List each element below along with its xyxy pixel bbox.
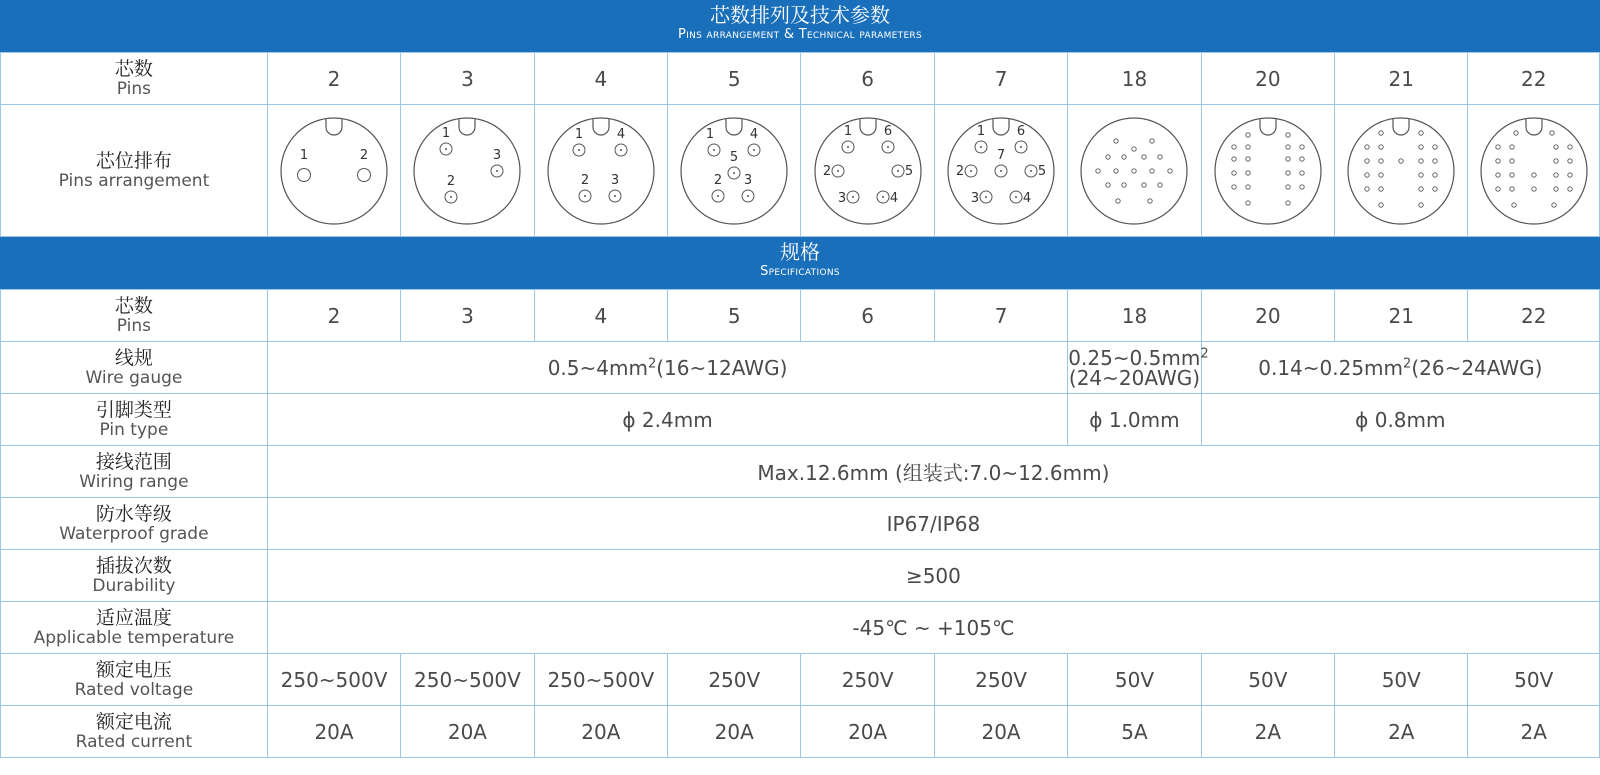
connector-face-4-icon [545,115,657,227]
pin-diagram-5 [668,105,801,237]
rated-current-row [1,706,1600,758]
current-cell: 20A [801,706,934,758]
pin-type-group-1: ϕ 2.4mm [267,394,1067,446]
voltage-cell: 250~500V [267,654,400,706]
pin-diagram-2 [267,105,400,237]
pin-label: 2 [822,163,831,179]
row-label: 防水等级 Waterproof grade [1,498,268,550]
pins-arrangement-table [0,52,1600,237]
voltage-cell: 50V [1201,654,1334,706]
pin-count-cell: 6 [801,53,934,105]
pin-label: 2 [580,172,589,188]
voltage-cell: 50V [1068,654,1201,706]
current-cell: 2A [1335,706,1468,758]
row-label: 接线范围 Wiring range [1,446,268,498]
durability-row [1,550,1600,602]
connector-face-21-icon [1345,115,1457,227]
wire-gauge-row [1,342,1600,394]
pin-count-cell: 18 [1068,53,1201,105]
pin-count-cell: 22 [1468,290,1600,342]
pin-count-cell: 7 [934,290,1067,342]
voltage-cell: 250V [801,654,934,706]
connector-face-5-icon [678,115,790,227]
spec-pins-row [1,290,1600,342]
pin-count-cell: 22 [1468,53,1600,105]
pin-label: 2 [359,147,369,163]
pin-diagram-18 [1068,105,1201,237]
pin-diagram-3 [401,105,534,237]
pin-label: 3 [493,147,502,163]
pin-diagram-4 [534,105,667,237]
rated-voltage-row [1,654,1600,706]
current-cell: 5A [1068,706,1201,758]
connector-face-20-icon [1212,115,1324,227]
pin-count-cell: 4 [534,53,667,105]
pin-label: 1 [843,123,852,139]
pin-label: 3 [610,172,619,188]
current-cell: 20A [534,706,667,758]
connector-face-6-icon [812,115,924,227]
pin-label: 1 [976,123,986,139]
row-label: 线规 Wire gauge [1,342,268,394]
row-label: 芯位排布 Pins arrangement [1,105,268,237]
voltage-cell: 250~500V [401,654,534,706]
waterproof-row [1,498,1600,550]
pin-label: 3 [970,190,980,206]
pin-label: 2 [955,163,965,179]
current-cell: 2A [1201,706,1334,758]
row-label: 引脚类型 Pin type [1,394,268,446]
pin-label: 3 [744,172,753,188]
pin-label: 4 [616,126,625,142]
pin-diagram-21 [1335,105,1468,237]
pin-label: 2 [714,172,723,188]
current-cell: 20A [267,706,400,758]
pin-label: 1 [574,126,583,142]
pin-count-cell: 2 [267,53,400,105]
pin-label: 7 [996,147,1006,163]
row-label: 额定电流 Rated current [1,706,268,758]
wire-gauge-group-2: $0.25\sim 0.5mm^2$ (24~20AWG) [1068,342,1201,394]
voltage-cell: 250~500V [534,654,667,706]
temperature-row [1,602,1600,654]
pin-count-cell: 21 [1335,290,1468,342]
pin-count-cell: 7 [934,53,1067,105]
wire-gauge-group-3: $0.14\sim 0.25mm^2(26\sim 24AWG)$ [1201,342,1599,394]
pin-count-cell: 3 [401,53,534,105]
current-cell: 20A [401,706,534,758]
pin-count-cell: 18 [1068,290,1201,342]
pin-type-row [1,394,1600,446]
connector-face-2-icon [278,115,390,227]
pin-type-group-2: ϕ 1.0mm [1068,394,1201,446]
pin-type-group-3: ϕ 0.8mm [1201,394,1599,446]
pin-label: 4 [750,126,759,142]
temperature-value: -45℃ ~ +105℃ [267,602,1599,654]
wiring-range-row [1,446,1600,498]
voltage-cell: 250V [668,654,801,706]
pin-label: 3 [837,190,846,206]
connector-face-3-icon [411,115,523,227]
pin-count-cell: 5 [668,53,801,105]
pin-diagram-22 [1468,105,1600,237]
current-cell: 20A [668,706,801,758]
connector-face-7-icon [945,115,1057,227]
pin-label: 6 [1016,123,1026,139]
specifications-table [0,289,1600,758]
voltage-cell: 50V [1335,654,1468,706]
voltage-cell: 250V [934,654,1067,706]
pin-count-cell: 4 [534,290,667,342]
header-title-cn: 芯数排列及技术参数 [710,3,890,27]
row-label: 插拔次数 Durability [1,550,268,602]
wiring-range-value: Max.12.6mm (组装式:7.0~12.6mm) [267,446,1599,498]
pin-label: 1 [706,126,715,142]
arrangement-row [1,105,1600,237]
voltage-cell: 50V [1468,654,1600,706]
connector-face-22-icon [1478,115,1590,227]
connector-face-18-icon [1078,115,1190,227]
pin-count-cell: 2 [267,290,400,342]
pin-count-cell: 21 [1335,53,1468,105]
pin-diagram-20 [1201,105,1334,237]
wire-gauge-group-1: $0.5\sim 4mm^2(16\sim 12AWG)$ [267,342,1067,394]
spec-title-en: Specifications [760,264,840,279]
spec-title-cn: 规格 [780,240,820,264]
pin-label: 4 [889,190,898,206]
header-band [0,0,1600,52]
pin-diagram-6 [801,105,934,237]
row-label: 芯数 Pins [1,53,268,105]
pin-count-cell: 6 [801,290,934,342]
pins-row [1,53,1600,105]
pin-label: 5 [1037,163,1047,179]
pin-label: 2 [447,173,456,189]
pin-count-cell: 20 [1201,290,1334,342]
pin-count-cell: 5 [668,290,801,342]
pin-diagram-7 [934,105,1067,237]
pin-count-cell: 3 [401,290,534,342]
waterproof-value: IP67/IP68 [267,498,1599,550]
pin-label: 5 [904,163,913,179]
pin-label: 1 [299,147,309,163]
pin-count-cell: 20 [1201,53,1334,105]
current-cell: 2A [1468,706,1600,758]
durability-value: ≥500 [267,550,1599,602]
pin-label: 6 [883,123,892,139]
row-label: 适应温度 Applicable temperature [1,602,268,654]
header-title-en: Pins arrangement & Technical parameters [677,27,922,42]
row-label: 额定电压 Rated voltage [1,654,268,706]
specifications-band [0,237,1600,289]
row-label: 芯数 Pins [1,290,268,342]
pin-label: 5 [730,149,739,165]
pin-label: 4 [1022,190,1032,206]
pin-label: 1 [442,125,451,141]
current-cell: 20A [934,706,1067,758]
